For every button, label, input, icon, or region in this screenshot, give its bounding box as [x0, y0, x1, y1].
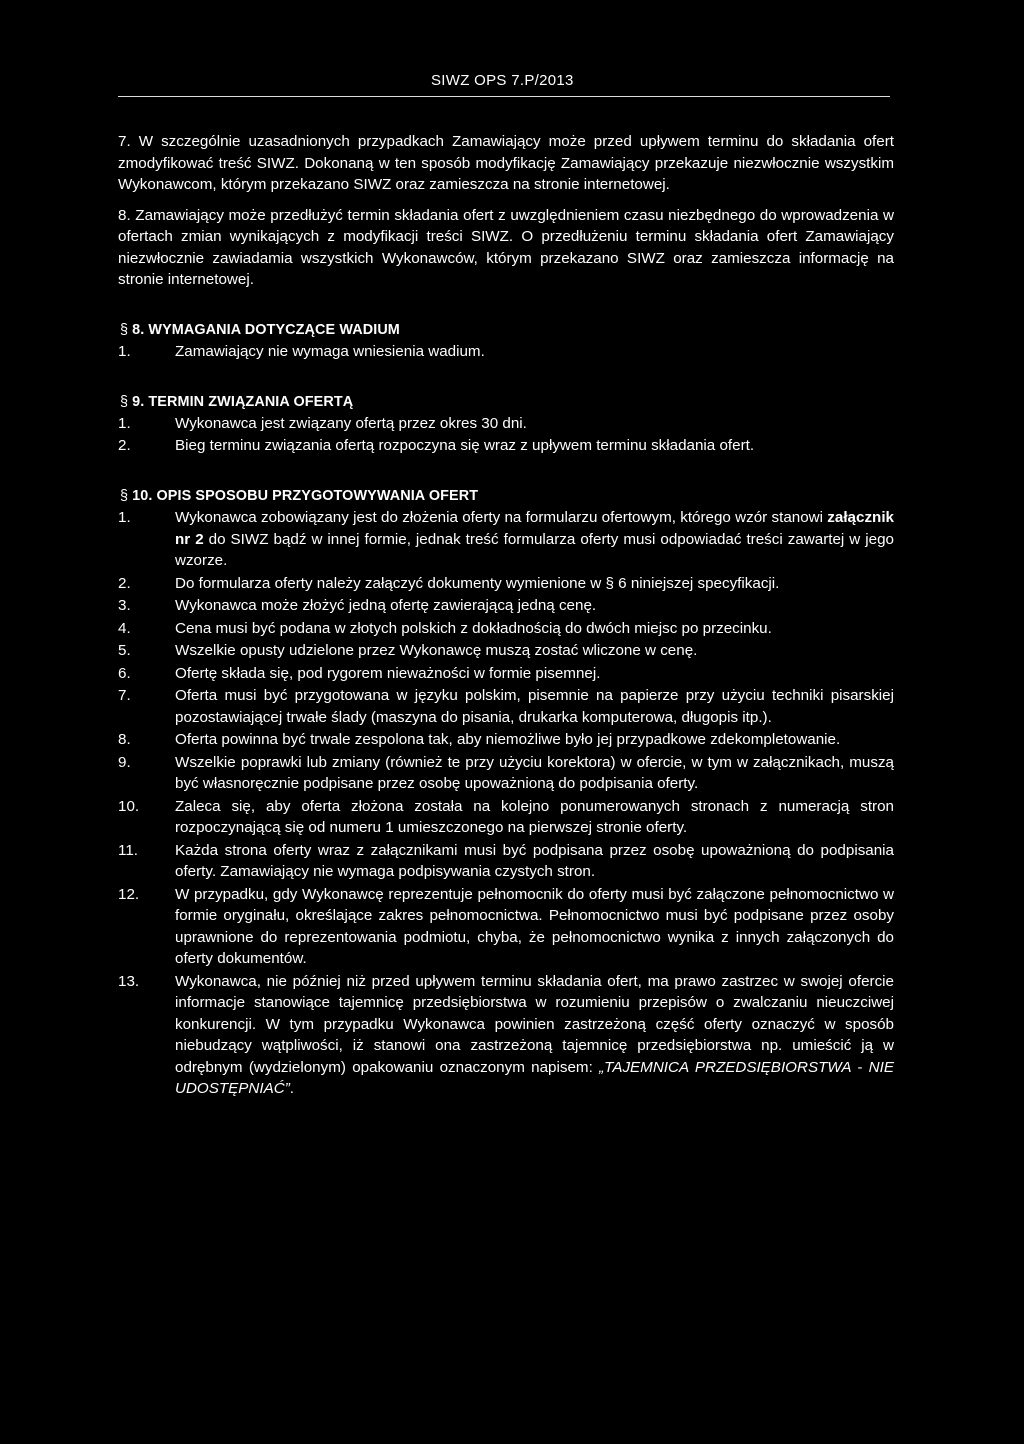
list-text: Oferta musi być przygotowana w języku polskim, pisemnie na papierze przy użyciu techniki pisarskiej pozostawiającej trwałe ślady (maszyna do pisania, drukarka komputerowa, długopis itp.).: [175, 687, 894, 726]
list-text: [175, 973, 894, 1098]
list-number: 7.: [118, 687, 131, 704]
list-item: [118, 595, 894, 617]
section-sign: §: [120, 321, 129, 338]
section-sign: §: [120, 394, 129, 410]
section-title: 8. WYMAGANIA DOTYCZĄCE WADIUM: [132, 321, 400, 338]
list-number: 8.: [118, 731, 131, 748]
section-heading: [118, 392, 894, 413]
list-item: [118, 729, 894, 751]
list-number: 5.: [118, 642, 131, 659]
list-number: 1.: [118, 342, 131, 360]
list-item: [118, 685, 894, 728]
header-divider: [118, 96, 890, 97]
list-number: 9.: [118, 753, 131, 771]
confidentiality-label: „TAJEMNICA PRZEDSIĘBIORSTWA - NIE UDOSTĘPNIAĆ”: [175, 1058, 894, 1097]
attachment-reference: załącznik nr 2: [175, 509, 894, 548]
list-item: [118, 752, 894, 795]
section-heading: [118, 486, 894, 507]
list-item: [118, 618, 894, 640]
paragraph-8: 8. Zamawiający może przedłużyć termin składania ofert z uwzględnieniem czasu niezbędnego do wprowadzenia w ofertach zmian wynikających z modyfikacji treści SIWZ. O przedłużeniu terminu składania ofert Zamawiający niezwłocznie zawiadamia wszystkich Wykonawców, którym przekazano SIWZ oraz zamieszcza informację na stronie internetowej.: [118, 206, 894, 288]
list-text-part: Wykonawca zobowiązany jest do złożenia oferty na formularzu ofertowym, którego wzór stanowi: [175, 509, 828, 526]
section-title: 10. OPIS SPOSOBU PRZYGOTOWYWANIA OFERT: [132, 488, 479, 504]
list-text-part: .: [289, 1080, 294, 1097]
list-item: [118, 971, 894, 1100]
list-item: [118, 640, 894, 662]
list-item: [118, 884, 894, 970]
list-text: Zaleca się, aby oferta złożona została na kolejno ponumerowanych stronach z numeracją stron rozpoczynającą się od numeru 1 umieszczonego na pierwszej stronie oferty.: [175, 797, 894, 836]
list-number: 3.: [118, 597, 131, 614]
list-text-part: do SIWZ bądź w innej formie, jednak treść formularza oferty musi odpowiadać treści zawartej w jego wzorze.: [175, 530, 894, 569]
list-text: W przypadku, gdy Wykonawcę reprezentuje pełnomocnik do oferty musi być załączone pełnomocnictwo w formie oryginału, określające zakres pełnomocnictwa. Pełnomocnictwo musi być podpisane przez osoby uprawnione do reprezentowania podmiotu, chyba, że pełnomocnictwo wynika z innych załączonych do oferty dokumentów.: [175, 885, 894, 967]
list-number: 11.: [118, 841, 138, 859]
list-number: 1.: [118, 509, 131, 526]
list-text: Wszelkie poprawki lub zmiany (również te przy użyciu korektora) w ofercie, w tym w załącznikach, muszą być własnoręcznie podpisane przez osobę upoważnioną do podpisania oferty.: [175, 753, 894, 792]
list-text: Zamawiający nie wymaga wniesienia wadium.: [175, 342, 485, 360]
list-item: [118, 573, 894, 595]
section-sign: §: [120, 488, 129, 504]
list-text: Cena musi być podana w złotych polskich z dokładnością do dwóch miejsc po przecinku.: [175, 619, 772, 637]
list-item: [118, 507, 894, 572]
list-text: Każda strona oferty wraz z załącznikami musi być podpisana przez osobę upoważnioną do podpisania oferty. Zamawiający nie wymaga podpisywania czystych stron.: [175, 841, 894, 880]
list-number: 10.: [118, 797, 140, 815]
list-text: Wszelkie opusty udzielone przez Wykonawcę muszą zostać wliczone w cenę.: [175, 642, 698, 659]
paragraph-7: 7. W szczególnie uzasadnionych przypadkach Zamawiający może przed upływem terminu do składania ofert zmodyfikować treść SIWZ. Dokonaną w ten sposób modyfikację Zamawiający przekazuje niezwłocznie wszystkim Wykonawcom, którym przekazano SIWZ oraz zamieszcza na stronie internetowej.: [118, 133, 894, 193]
list-text: Wykonawca jest związany ofertą przez okres 30 dni.: [175, 415, 527, 432]
list-item: [118, 663, 894, 685]
document-body: [118, 131, 894, 1100]
list-text: [175, 509, 894, 569]
list-text-part: Wykonawca, nie później niż przed upływem terminu składania ofert, ma prawo zastrzec w swojej ofercie informacje stanowiące tajemnicę przedsiębiorstwa w rozumieniu przepisów o zwalczaniu nieuczciwej konkurencji. W tym przypadku Wykonawca powinien zastrzeżoną część oferty oznaczyć w sposób niebudzący wątpliwości, iż stanowi ona zastrzeżoną tajemnicę przedsiębiorstwa np. umieścić ją w odrębnym (wydzielonym) opakowaniu oznaczonym napisem:: [175, 972, 894, 1076]
section-heading: [118, 320, 894, 341]
section-title: 9. TERMIN ZWIĄZANIA OFERTĄ: [132, 394, 354, 410]
document-code: SIWZ OPS 7.P/2013: [431, 72, 574, 89]
list-text: Wykonawca może złożyć jedną ofertę zawierającą jedną cenę.: [175, 597, 597, 614]
list-number: 13.: [118, 972, 140, 990]
list-number: 4.: [118, 619, 131, 637]
list-text: Ofertę składa się, pod rygorem nieważności w formie pisemnej.: [175, 664, 601, 682]
list-number: 2.: [118, 436, 131, 454]
list-item: [118, 840, 894, 883]
list-number: 1.: [118, 415, 131, 432]
list-item: [118, 796, 894, 839]
list-text: Bieg terminu związania ofertą rozpoczyna się wraz z upływem terminu składania ofert.: [175, 436, 755, 454]
list-item: [118, 435, 894, 457]
list-number: 12.: [118, 885, 140, 903]
list-item: [118, 413, 894, 435]
list-text: Oferta powinna być trwale zespolona tak, aby niemożliwe było jej przypadkowe zdekompletowanie.: [175, 731, 841, 748]
list-number: 6.: [118, 664, 131, 682]
list-text: Do formularza oferty należy załączyć dokumenty wymienione w § 6 niniejszej specyfikacji.: [175, 574, 780, 592]
list-item: [118, 341, 894, 363]
list-number: 2.: [118, 574, 131, 592]
